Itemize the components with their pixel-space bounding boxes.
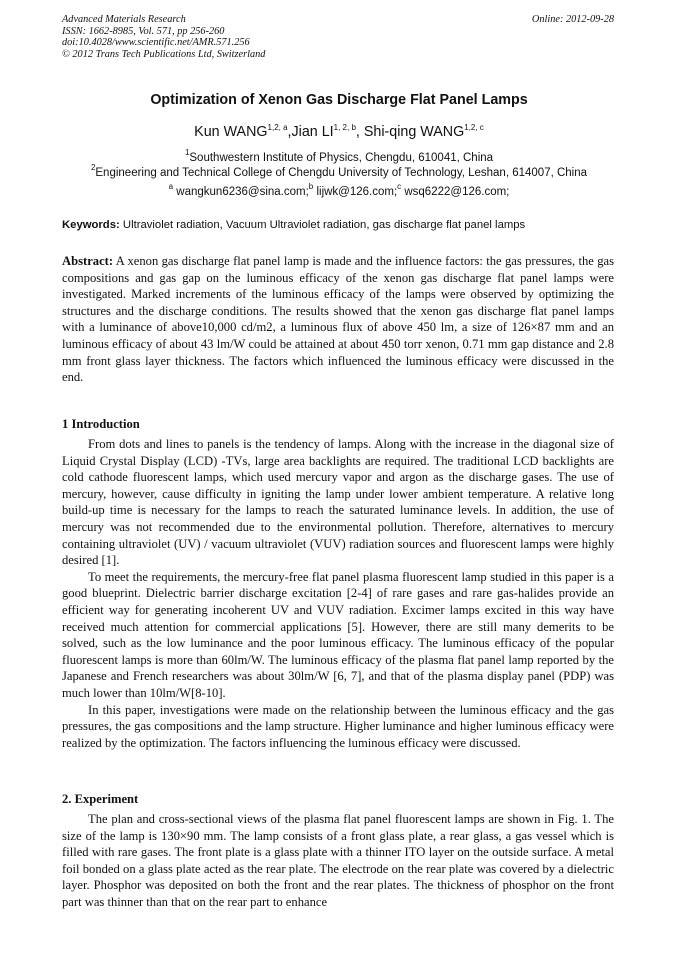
experiment-body	[62, 811, 614, 911]
email-mark: b	[308, 182, 314, 191]
paper-title: Optimization of Xenon Gas Discharge Flat Panel Lamps	[150, 92, 528, 108]
email-mark: a	[168, 182, 174, 191]
affiliation-1	[0, 148, 678, 164]
affiliation-mark: 2	[90, 163, 96, 172]
keywords-label: Keywords:	[62, 219, 120, 231]
author-affiliation-mark: 1, 2, b	[333, 123, 356, 132]
section-heading-introduction: 1 Introduction	[62, 417, 140, 431]
email-mark: c	[397, 182, 402, 191]
section-heading-experiment: 2. Experiment	[62, 792, 139, 806]
email-b: lijwk@126.com;	[316, 186, 398, 198]
journal-header	[62, 14, 265, 60]
author-name: , Shi-qing WANG	[355, 124, 465, 140]
affiliation-mark: 1	[184, 148, 190, 157]
email-line	[0, 182, 678, 198]
paragraph: The plan and cross-sectional views of the plasma flat panel fluorescent lamps are shown in Fig. 1. The size of the lamp is 130×90 mm. The lamp consists of a front glass plate, a rear glass, a gas vessel which is filled with rare gases. The front plate is a glass plate with a thinner ITO layer on the outside surface. A metal foil bonded on a glass plate acted as the rear plate. The electrode on the rear plate was covered by a dielectric layer. Phosphor was deposited on both the front and the rear plates. The thickness of phosphor on the front part was thinner than that on the rear part to enhance	[62, 812, 614, 909]
email-a: wangkun6236@sina.com;	[176, 186, 309, 198]
abstract-label: Abstract:	[62, 254, 114, 268]
paragraph: From dots and lines to panels is the tendency of lamps. Along with the increase in the diagonal size of Liquid Crystal Display (LCD) -TVs, large area backlights are required. The traditional LCD backlights are cold cathode fluorescent lamps, which used mercury vapor and argon as the discharge gases. The use of mercury, however, cause difficulty in igniting the lamp under lower ambient temperature. A relative long build-up time is necessary for the lamps to reach the saturated luminance levels. In addition, the use of mercury was not recommended due to the environmental pollution. Therefore, alternatives to mercury containing ultraviolet (UV) / vacuum ultraviolet (VUV) radiation sources and fluorescent lamps were highly desired [1].	[62, 437, 614, 568]
keywords-text: Ultraviolet radiation, Vacuum Ultraviolet radiation, gas discharge flat panel lamps	[122, 219, 526, 231]
doi-line: doi:10.4028/www.scientific.net/AMR.571.256	[62, 37, 250, 49]
affiliation-text: Southwestern Institute of Physics, Chengdu, 610041, China	[189, 152, 494, 164]
journal-name: Advanced Materials Research	[62, 14, 186, 25]
copyright-line: © 2012 Trans Tech Publications Ltd, Switzerland	[62, 48, 266, 60]
abstract	[62, 253, 614, 386]
author-name: Kun WANG	[194, 124, 268, 140]
issn-line: ISSN: 1662-8985, Vol. 571, pp 256-260	[62, 25, 225, 37]
author-name: ,Jian LI	[287, 124, 334, 140]
online-date: Online: 2012-09-28	[531, 14, 614, 25]
keywords	[62, 219, 525, 231]
affiliation-text: Engineering and Technical College of Chengdu University of Technology, Leshan, 614007, China	[95, 167, 588, 179]
affiliation-2	[0, 163, 678, 179]
abstract-text: A xenon gas discharge flat panel lamp is made and the influence factors: the gas pressures, the gas compositions and gas gap on the luminous efficacy of the xenon gas discharge flat panel lamps were investigated. Marked increments of the luminous efficacy of the lamps were observed by optimizing the structures and the discharge conditions. The results showed that the xenon gas discharge flat panel lamps with a luminance of above10,000 cd/m2, a luminous flux of above 450 lm, a size of 126×87 mm and an luminous efficacy of about 43 lm/W could be attained at about 450 torr xenon, 0.71 mm gap distance and 2.8 mm front glass layer thickness. The factors which influenced the luminous efficacy were discussed in the end.	[62, 254, 614, 385]
introduction-body	[62, 436, 614, 751]
author-list	[0, 124, 678, 140]
email-c: wsq6222@126.com;	[404, 186, 510, 198]
paragraph: To meet the requirements, the mercury-free flat panel plasma fluorescent lamp studied in this paper is a good blueprint. Dielectric barrier discharge excitation [2-4] of rare gases and rare gas-halides provide an efficient way for generating incoherent UV and VUV radiation. Excimer lamps excited in this way have received much attention for commercial applications [5]. However, there are still many demerits to be solved, such as the low luminance and the poor luminous efficacy. The luminous efficacy of the popular fluorescent lamps is more than 60lm/W. The luminous efficacy of the plasma flat panel lamp reported by the Japanese and French researchers was about 30lm/W [6, 7], and that of the plasma display panel (PDP) was much lower than 10lm/W[8-10].	[62, 569, 614, 700]
author-affiliation-mark: 1,2, c	[464, 123, 484, 132]
paragraph: In this paper, investigations were made on the relationship between the luminous efficacy and the gas pressures, the gas compositions and the lamp structure. Higher luminance and higher luminous efficacy were realized by the optimization. The factors influencing the luminous efficacy were discussed.	[62, 702, 614, 750]
author-affiliation-mark: 1,2, a	[267, 123, 288, 132]
